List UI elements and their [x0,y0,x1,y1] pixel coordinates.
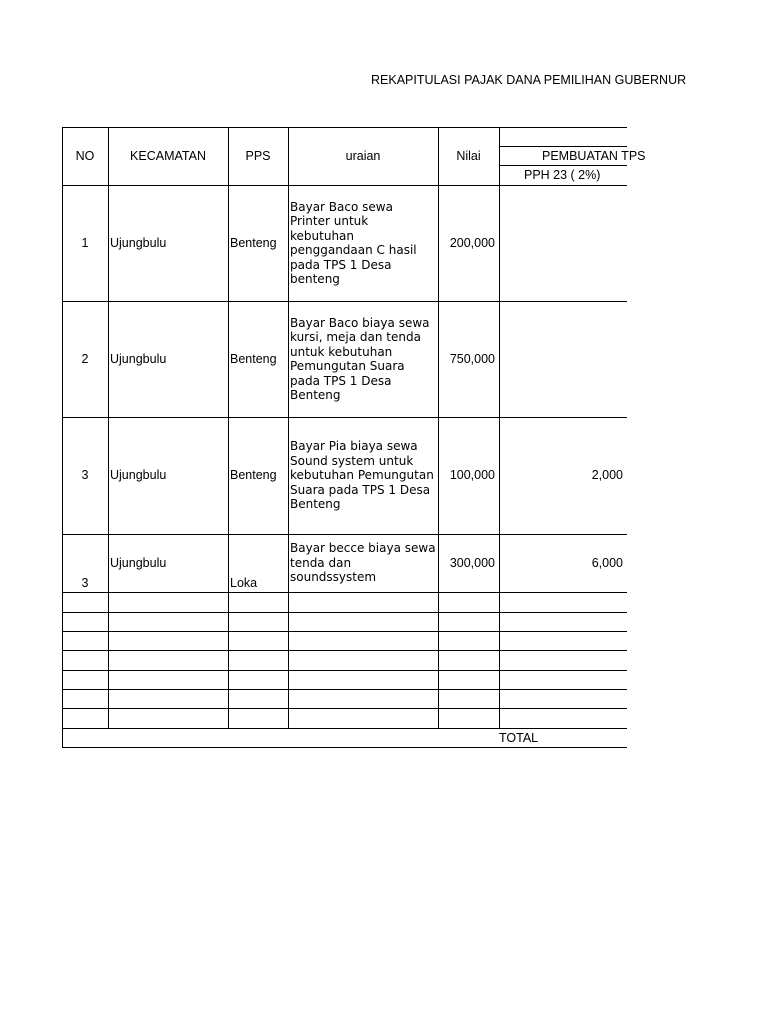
row-4-no: 3 [81,575,89,590]
spreadsheet-table [62,127,646,752]
row-1-no: 1 [81,235,89,250]
grid-line-top [62,127,627,128]
row-3-pph: 2,000 [591,468,623,483]
grid-line [62,728,627,729]
grid-line [62,670,627,671]
grid-line [62,612,627,613]
row-1-nilai: 200,000 [449,235,495,250]
header-nilai: Nilai [456,148,481,163]
grid-line [62,689,627,690]
row-1-kecamatan: Ujungbulu [110,235,167,250]
row-3-no: 3 [81,468,89,483]
grid-line [62,631,627,632]
header-pembuatan-tps-label: PEMBUATAN TPS [542,148,646,163]
row-4-pps: Loka [230,575,258,590]
grid-line-bottom [62,747,627,748]
header-pps: PPS [245,148,271,163]
row-4-uraian: Bayar becce biaya sewa tenda dan soundssystem [290,541,436,585]
grid-line [62,534,627,535]
row-2-pps: Benteng [230,351,277,366]
header-pembuatan-tps [499,146,699,166]
grid-line [499,127,500,728]
header-kecamatan: KECAMATAN [130,148,206,163]
grid-line [62,301,627,302]
row-2-no: 2 [81,351,89,366]
row-1-pph [499,185,627,301]
grid-line-left [62,127,63,748]
row-1-uraian: Bayar Baco sewa Printer untuk kebutuhan penggandaan C hasil pada TPS 1 Desa benteng [290,199,417,286]
grid-line [62,650,627,651]
row-2-nilai: 750,000 [449,351,495,366]
header-pph23: PPH 23 ( 2%) [524,168,601,183]
row-3-uraian: Bayar Pia biaya sewa Sound system untuk kebutuhan Pemungutan Suara pada TPS 1 Desa Benteng [290,439,434,512]
grid-line [108,127,109,728]
row-4-nilai: 300,000 [449,555,495,570]
header-uraian: uraian [345,148,381,163]
page-title: REKAPITULASI PAJAK DANA PEMILIHAN GUBERNUR [371,73,687,87]
row-4-kecamatan: Ujungbulu [110,555,167,570]
row-3-nilai: 100,000 [449,468,495,483]
grid-line [62,417,627,418]
grid-line-group-top [499,146,627,147]
row-4-pph: 6,000 [591,555,623,570]
row-2-uraian: Bayar Baco biaya sewa kursi, meja dan tenda untuk kebutuhan Pemungutan Suara pada TPS 1 Desa Benteng [290,315,430,402]
total-label: TOTAL [499,730,539,745]
row-2-kecamatan: Ujungbulu [110,351,167,366]
row-2-pph [499,301,627,417]
row-3-kecamatan: Ujungbulu [110,468,167,483]
row-1-pps: Benteng [230,235,277,250]
header-no: NO [75,148,95,163]
grid-line [62,185,627,186]
grid-line [62,592,627,593]
grid-line [62,708,627,709]
grid-line-group-bottom [499,165,627,166]
row-3-pps: Benteng [230,468,277,483]
grid-line [228,127,229,728]
grid-line [438,127,439,728]
grid-line [288,127,289,728]
